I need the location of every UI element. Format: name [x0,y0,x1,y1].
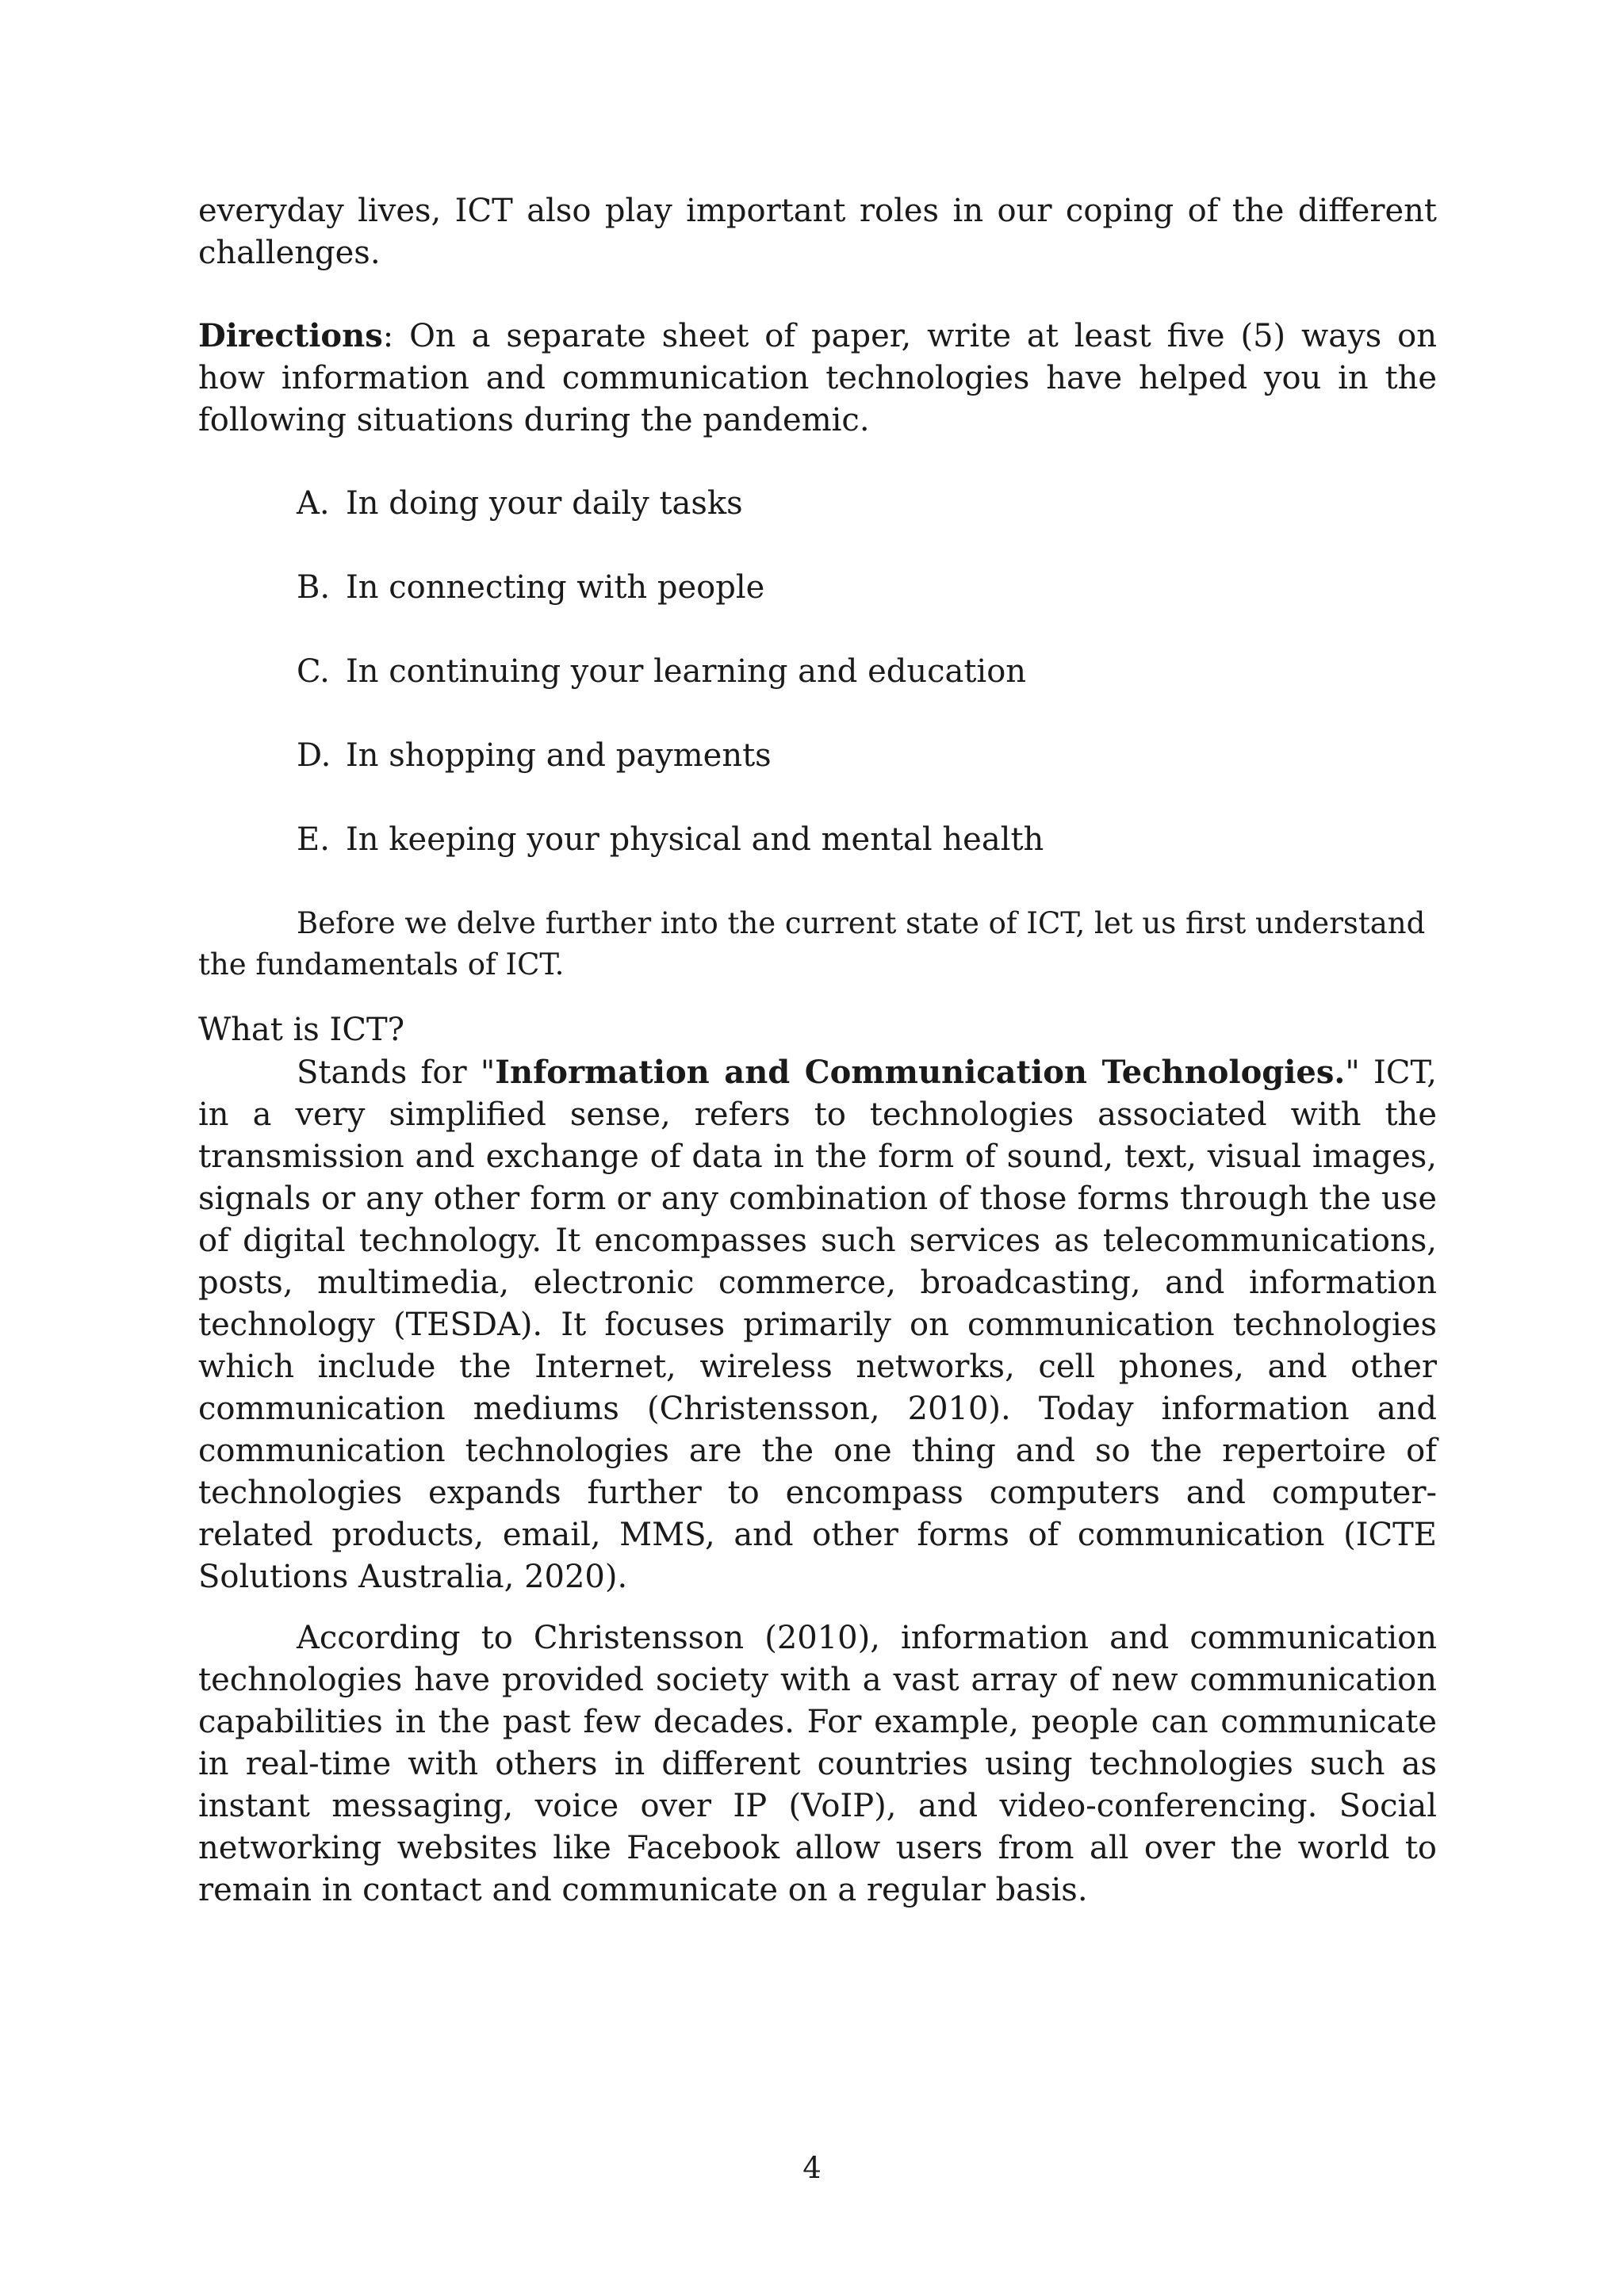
list-item [297,483,1437,525]
page-number: 4 [802,2151,822,2185]
list-item-text: In continuing your learning and education [346,653,1027,690]
list-item [297,651,1437,693]
definition-paragraph [198,1051,1437,1598]
christensson-paragraph: According to Christensson (2010), information and communication technologies have provided society with a vast array of new communication capabilities in the past few decades. For example, people can communicate in real-time with others in different countries using technologies such as instant messaging, voice over IP (VoIP), and video-conferencing. Social networking websites like Facebook allow users from all over the world to remain in contact and communicate on a regular basis. [198,1620,1437,1908]
list-item-letter: C. [297,653,330,690]
intro-paragraph: everyday lives, ICT also play important roles in our coping of the different challenges. [198,193,1437,271]
list-item-letter: E. [297,821,330,858]
list-item-text: In doing your daily tasks [346,485,743,522]
list-item [297,819,1437,861]
list-item-text: In connecting with people [346,569,765,606]
list-item-text: In keeping your physical and mental health [346,821,1044,858]
list-item-letter: D. [297,737,331,774]
directions-paragraph [198,315,1437,442]
before-paragraph [198,903,1437,985]
before-line-2: the fundamentals of ICT. [198,947,565,982]
directions-text: : On a separate sheet of paper, write at least five (5) ways on how information and communication technologies have helped you in the following situations during the pandemic. [198,318,1437,438]
before-line-1: Before we delve further into the current state of ICT, let us first understand [297,906,1426,940]
definition-term: Information and Communication Technologies. [495,1054,1346,1091]
list-item [297,567,1437,609]
definition-body: " ICT, in a very simplified sense, refers to technologies associated with the transmission and exchange of data in the form of sound, text, visual images, signals or any other form or any combination of those forms through the use of digital technology. It encompasses such services as telecommunications, posts, multimedia, electronic commerce, broadcasting, and information technology (TESDA). It focuses primarily on communication technologies which include the Internet, wireless networks, cell phones, and other communication mediums (Christensson, 2010). Today information and communication technologies are the one thing and so the repertoire of technologies expands further to encompass computers and computer-related products, email, MMS, and other forms of communication (ICTE Solutions Australia, 2020). [198,1054,1437,1595]
situations-list [198,483,1437,861]
list-item [297,735,1437,777]
directions-label: Directions [198,317,383,354]
list-item-text: In shopping and payments [346,737,772,774]
list-item-letter: A. [297,485,330,522]
list-item-letter: B. [297,569,331,606]
section-heading: What is ICT? [198,1012,405,1048]
definition-lead: Stands for " [297,1054,496,1091]
document-page [198,190,1437,1911]
